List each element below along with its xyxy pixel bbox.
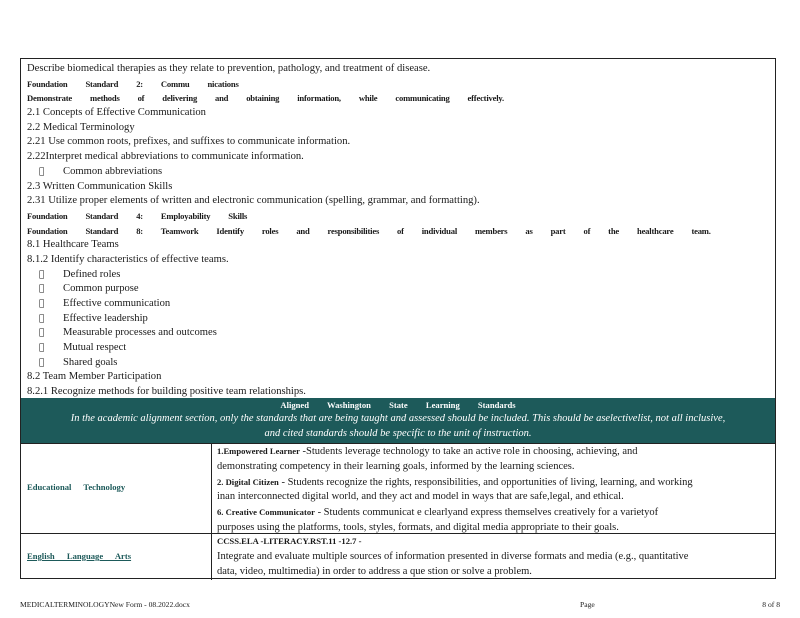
bullet-icon [39, 165, 63, 180]
line-text: Common abbreviations [63, 165, 163, 177]
standards-text-block [27, 62, 769, 400]
bullet-item [27, 165, 769, 180]
content-line: Integrate and evaluate multiple sources of information presented in diverse formats and media (e.g., quantitative [217, 550, 689, 562]
bullet-item [27, 356, 769, 371]
column-divider [211, 534, 212, 580]
line-text: Common purpose [63, 283, 139, 295]
alignment-banner [21, 398, 775, 443]
footer-filename: MEDICALTERMINOLOGYNew Form - 08.2022.docx [20, 600, 190, 609]
text-line [27, 180, 769, 195]
document-page [20, 58, 776, 579]
column-divider [211, 444, 212, 534]
text-line [27, 370, 769, 385]
line-text: 2.1 Concepts of Effective Communication [27, 107, 206, 119]
line-text: Foundation Standard 2: Commu nications [27, 78, 239, 89]
text-line [27, 77, 769, 92]
bullet-icon [39, 356, 63, 371]
line-text: Mutual respect [63, 342, 127, 354]
bullet-item [27, 341, 769, 356]
line-text: 8.2 Team Member Participation [27, 371, 162, 383]
line-text: 2.3 Written Communication Skills [27, 180, 173, 192]
content-line: 6. Creative Communicator - Students communicat e clearlyand express themselves creatively for a varietyof [217, 507, 659, 519]
text-line [27, 106, 769, 121]
text-line [27, 253, 769, 268]
line-text: Foundation Standard 8: Teamwork Identify roles and responsibilities of individual members as part of the healthcare team. [27, 225, 711, 236]
text-line [27, 238, 769, 253]
line-text: Demonstrate methods of delivering and obtaining information, while communicating effectively. [27, 93, 505, 104]
table-row-english-language-arts [21, 533, 775, 580]
line-text: Measurable processes and outcomes [63, 327, 217, 339]
line-text: Defined roles [63, 268, 121, 280]
bullet-icon [39, 312, 63, 327]
text-line [27, 224, 769, 239]
banner-subtitle-line-2: and cited standards should be specific to the unit of instruction. [264, 427, 532, 439]
bullet-icon [39, 341, 63, 356]
bullet-icon [39, 282, 63, 297]
line-text: Foundation Standard 4: Employability Skills [27, 210, 248, 221]
banner-subtitle-line-1: In the academic alignment section, only the standards that are being taught and assessed should be included. This should be aselectivelist, not all inclusive, [70, 413, 726, 424]
content-line: purposes using the platforms, tools, styles, formats, and digital media appropriate to their goals. [217, 521, 619, 533]
row-label[interactable]: English Language Arts [27, 551, 132, 561]
line-text: 8.1.2 Identify characteristics of effective teams. [27, 253, 229, 265]
content-line: demonstrating competency in their learning goals, informed by the learning sciences. [217, 460, 575, 472]
line-text: 2.31 Utilize proper elements of written and electronic communication (spelling, grammar, and formatting). [27, 195, 480, 207]
bullet-icon [39, 297, 63, 312]
text-line [27, 209, 769, 224]
line-text: Effective communication [63, 298, 171, 309]
line-text: 2.22Interpret medical abbreviations to communicate information. [27, 151, 304, 163]
content-line: 1.Empowered Learner -Students leverage technology to take an active role in choosing, achieving, and [217, 446, 638, 457]
row-content [217, 534, 771, 579]
row-label: Educational Technology [27, 482, 126, 492]
line-text: 2.21 Use common roots, prefixes, and suffixes to communicate information. [27, 136, 351, 148]
bullet-item [27, 297, 769, 312]
banner-title: Aligned Washington State Learning Standards [280, 400, 516, 410]
table-row-educational-technology [21, 443, 775, 534]
line-text: Describe biomedical therapies as they relate to prevention, pathology, and treatment of disease. [27, 63, 431, 74]
text-line [27, 62, 769, 77]
line-text: 8.2.1 Recognize methods for building positive team relationships. [27, 386, 306, 398]
row-content [217, 444, 771, 536]
text-line [27, 91, 769, 106]
footer-page-label: Page [580, 600, 595, 609]
content-line: data, video, multimedia) in order to address a que stion or solve a problem. [217, 565, 532, 577]
content-line: 2. Digital Citizen - Students recognize the rights, responsibilities, and opportunities of living, learning, and working [217, 476, 693, 488]
footer-page-number: 8 of 8 [762, 600, 780, 609]
text-line [27, 150, 769, 165]
page-footer [20, 600, 780, 612]
line-text: Effective leadership [63, 312, 148, 324]
bullet-item [27, 268, 769, 283]
text-line [27, 121, 769, 136]
bullet-item [27, 282, 769, 297]
text-line [27, 194, 769, 209]
content-line: CCSS.ELA -LITERACY.RST.11 -12.7 - [217, 536, 362, 546]
bullet-item [27, 312, 769, 327]
bullet-icon [39, 268, 63, 283]
bullet-icon [39, 326, 63, 341]
line-text: Shared goals [63, 356, 118, 368]
text-line [27, 135, 769, 150]
line-text: 8.1 Healthcare Teams [27, 239, 119, 251]
bullet-item [27, 326, 769, 341]
content-line: inan interconnected digital world, and they act and model in ways that are safe,legal, and ethical. [217, 491, 624, 503]
line-text: 2.2 Medical Terminology [27, 121, 135, 133]
